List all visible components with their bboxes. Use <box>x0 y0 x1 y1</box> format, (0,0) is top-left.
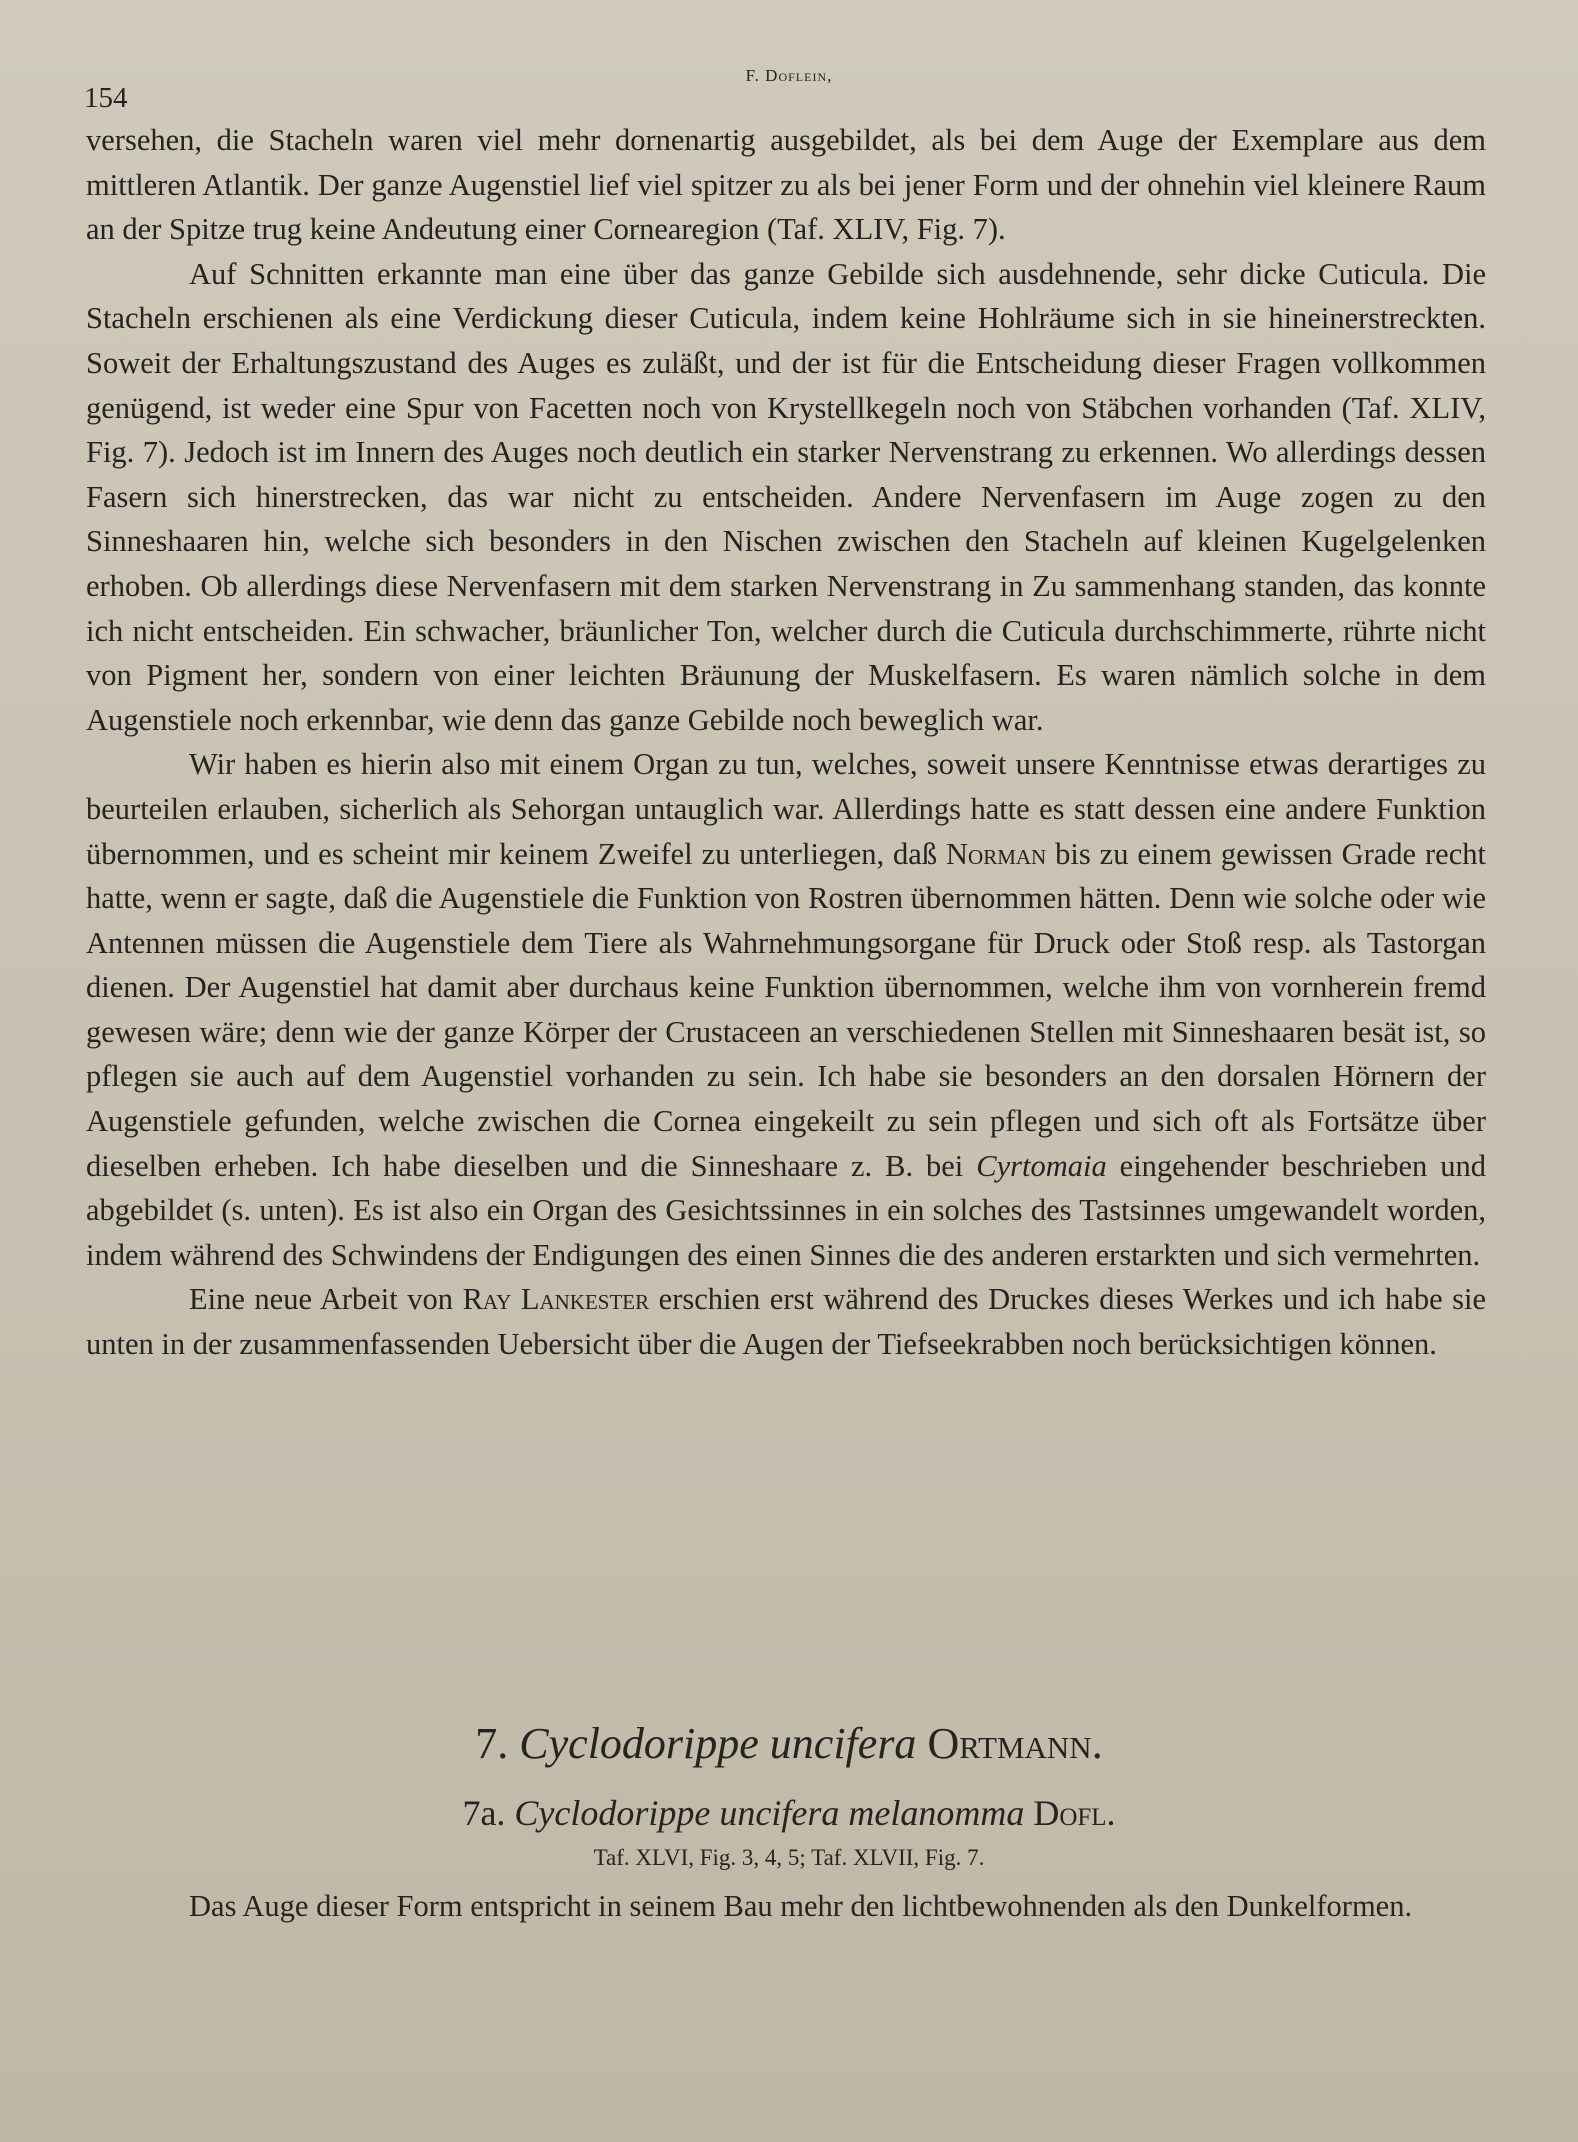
paragraph-3 <box>86 742 1486 1277</box>
running-head: F. Doflein, <box>745 66 833 85</box>
paragraph-2: Auf Schnitten erkannte man eine über das ganze Gebilde sich ausdehnende, sehr dicke Cuticula. Die Stacheln erschienen als eine Verdickung dieser Cuticula, indem keine Hohlräume sich in sie hineinerstreckten. Soweit der Erhaltungszustand des Auges es zuläßt, und der ist für die Entscheidung dieser Fragen vollkommen genügend, ist weder eine Spur von Facetten noch von Krystellkegeln noch von Stäbchen vorhanden (Taf. XLIV, Fig. 7). Jedoch ist im Innern des Auges noch deutlich ein starker Nervenstrang zu erkennen. Wo allerdings dessen Fasern sich hinerstrecken, das war nicht zu entscheiden. Andere Nervenfasern im Auge zogen zu den Sinneshaaren hin, welche sich besonders in den Nischen zwischen den Stacheln auf kleinen Kugelgelenken erhoben. Ob allerdings diese Nervenfasern mit dem starken Nervenstrang in Zu sammenhang standen, das konnte ich nicht entscheiden. Ein schwacher, bräunlicher Ton, welcher durch die Cuticula durchschimmerte, rührte nicht von Pigment her, sondern von einer leichten Bräunung der Muskelfasern. Es waren nämlich solche in dem Augenstiele noch erkennbar, wie denn das ganze Gebilde noch beweglich war. <box>86 256 1486 737</box>
section-heading <box>0 1718 1578 1769</box>
plate-reference: Taf. XLVI, Fig. 3, 4, 5; Taf. XLVII, Fig. 7. <box>593 1845 985 1870</box>
body-text <box>86 118 1486 1367</box>
paragraph-1: versehen, die Stacheln waren viel mehr dornenartig ausgebildet, als bei dem Auge der Exemplare aus dem mittleren Atlantik. Der ganze Augenstiel lief viel spitzer zu als bei jener Form und der ohnehin viel kleinere Raum an der Spitze trug keine Andeutung einer Cornearegion (Taf. XLIV, Fig. 7). <box>86 123 1486 247</box>
author-name-norman: Norman <box>946 836 1047 871</box>
paragraph-4-text-a: Eine neue Arbeit von <box>189 1282 463 1317</box>
subsection-author: Dofl. <box>1033 1793 1116 1833</box>
page-number: 154 <box>84 82 128 114</box>
section-number: 7. <box>475 1719 509 1768</box>
paragraph-3-text-a: Wir haben es hierin also mit einem Organ zu tun, welches, soweit unsere Kenntnisse etwas derartiges zu beurteilen erlauben, sicherlich als Sehorgan untauglich war. Allerdings hatte es statt dessen eine andere Funktion übernommen, und es scheint mir keinem Zweifel zu unterliegen, daß <box>86 747 1486 871</box>
paragraph-4 <box>86 1277 1486 1366</box>
final-paragraph: Das Auge dieser Form entspricht in seinem Bau mehr den lichtbewohnenden als den Dunkelformen. <box>189 1889 1413 1923</box>
section-genus: Cyclodorippe uncifera <box>519 1719 917 1768</box>
subsection-name: Cyclodorippe uncifera melanomma <box>514 1793 1025 1833</box>
final-body-text <box>86 1884 1486 1929</box>
paragraph-3-text-b: bis zu einem gewissen Grade recht hatte, wenn er sagte, daß die Augenstiele die Funktion von Rostren übernommen hätten. Denn wie solche oder wie Antennen müssen die Augenstiele dem Tiere als Wahrnehmungsorgane für Druck oder Stoß resp. als Tastorgan dienen. Der Augenstiel hat damit aber durchaus keine Funktion übernommen, welche ihm von vornherein fremd gewesen wäre; denn wie der ganze Körper der Crustaceen an verschiedenen Stellen mit Sinneshaaren besät ist, so pflegen sie auch auf dem Augenstiel vorhanden zu sein. Ich habe sie besonders an den dorsalen Hörnern der Augenstiele gefunden, welche zwischen die Cornea eingekeilt zu sein pflegen und sich oft als Fortsätze über dieselben erheben. Ich habe dieselben und die Sinneshaare z. B. bei <box>86 836 1486 1183</box>
author-name-lankester: Ray Lankester <box>462 1282 650 1317</box>
subsection-heading <box>0 1792 1578 1834</box>
section-author: Ortmann. <box>927 1719 1103 1768</box>
subsection-number: 7a. <box>462 1793 506 1833</box>
genus-name-cyrtomaia: Cyrtomaia <box>976 1148 1107 1183</box>
paragraph-4-text-b: erschien erst während des Druckes dieses Werkes und ich habe sie unten in der zusammenfassenden Uebersicht über die Augen der Tiefseekrabben noch berücksichtigen können. <box>86 1282 1487 1362</box>
paragraph-3-text-c: eingehender beschrieben und abgebildet (s. unten). Es ist also ein Organ des Gesichtssinnes in ein solches des Tastsinnes umgewandelt worden, indem während des Schwindens der Endigungen des einen Sinnes die des anderen erstarkten und sich vermehrten. <box>86 1148 1486 1272</box>
